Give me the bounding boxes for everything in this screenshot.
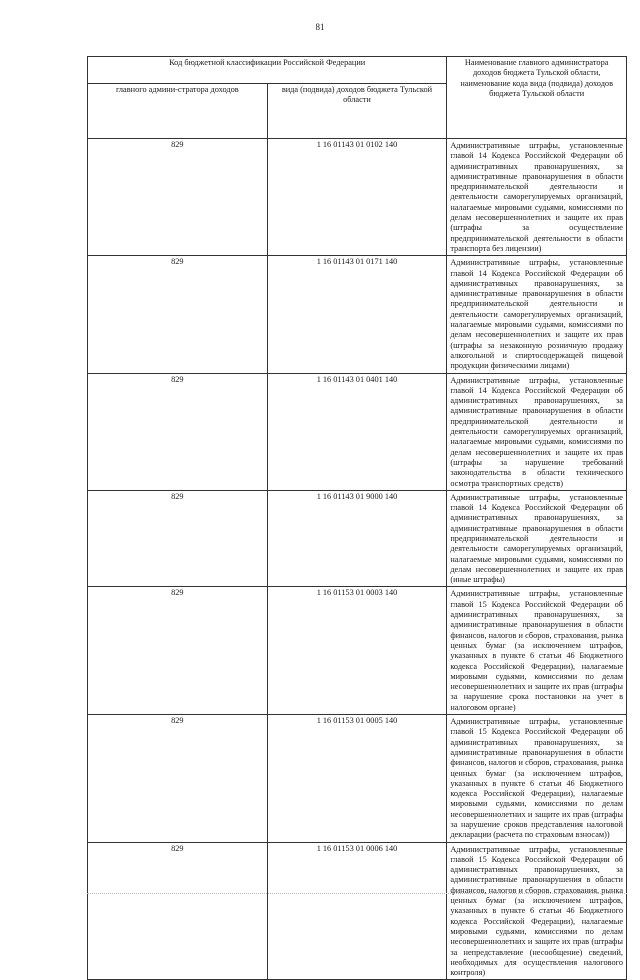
table-row <box>88 587 627 715</box>
scan-edge-marks <box>87 893 627 895</box>
table-row <box>88 256 627 373</box>
header-income-type: вида (подвида) доходов бюджета Тульской области <box>267 84 447 139</box>
table-row <box>88 715 627 843</box>
header-budget-code: Код бюджетной классификации Российской Федерации <box>88 57 447 84</box>
income-description-cell: Административные штрафы, установленные главой 15 Кодекса Российской Федерации об административных правонарушениях, за административные правонарушения в области финансов, налогов и сборов, страхования, рынка ценных бумаг (за исключением штрафов, указанных в пункте 6 статьи 46 Бюджетного кодекса Российской Федерации), налагаемые мировыми судьями, комиссиями по делам несовершеннолетних и защите их прав (штрафы за нарушение сроков представления налоговой декларации (расчета по страховым взносам)) <box>447 715 627 843</box>
admin-code-cell: 829 <box>88 715 268 843</box>
table-row <box>88 139 627 256</box>
income-description-cell: Административные штрафы, установленные главой 14 Кодекса Российской Федерации об административных правонарушениях, за административные правонарушения в области предпринимательской деятельности и деятельности саморегулируемых организаций, налагаемые мировыми судьями, комиссиями по делам несовершеннолетних и защите их прав (штрафы за нарушение требований законодательства в области технического осмотра транспортных средств) <box>447 373 627 490</box>
income-code-cell: 1 16 01153 01 0006 140 <box>267 842 447 980</box>
income-description-cell: Административные штрафы, установленные главой 14 Кодекса Российской Федерации об административных правонарушениях, за административные правонарушения в области предпринимательской деятельности и деятельности саморегулируемых организаций, налагаемые мировыми судьями, комиссиями по делам несовершеннолетних и защите их прав (штрафы за незаконную розничную продажу алкогольной и спиртосодержащей пищевой продукции физическими лицами) <box>447 256 627 373</box>
income-code-cell: 1 16 01143 01 9000 140 <box>267 490 447 587</box>
table-row <box>88 490 627 587</box>
income-description-cell: Административные штрафы, установленные главой 14 Кодекса Российской Федерации об административных правонарушениях, за административные правонарушения в области предпринимательской деятельности и деятельности саморегулируемых организаций, налагаемые мировыми судьями, комиссиями по делам несовершеннолетних и защите их прав (штрафы за осуществление предпринимательской деятельности в области транспорта без лицензии) <box>447 139 627 256</box>
admin-code-cell: 829 <box>88 587 268 715</box>
admin-code-cell: 829 <box>88 842 268 980</box>
income-code-cell: 1 16 01153 01 0003 140 <box>267 587 447 715</box>
table-row <box>88 842 627 980</box>
income-description-cell: Административные штрафы, установленные главой 15 Кодекса Российской Федерации об административных правонарушениях, за административные правонарушения в области финансов, налогов и сборов, страхования, рынка ценных бумаг (за исключением штрафов, указанных в пункте 6 статьи 46 Бюджетного кодекса Российской Федерации), налагаемые мировыми судьями, комиссиями по делам несовершеннолетних и защите их прав (штрафы за нарушение срока постановки на учет в налоговом органе) <box>447 587 627 715</box>
budget-classification-table <box>87 56 627 980</box>
table-header-row <box>88 57 627 84</box>
header-name: Наименование главного администратора доходов бюджета Тульской области, наименование кода вида (подвида) доходов бюджета Тульской области <box>447 57 627 139</box>
income-code-cell: 1 16 01143 01 0102 140 <box>267 139 447 256</box>
admin-code-cell: 829 <box>88 139 268 256</box>
admin-code-cell: 829 <box>88 490 268 587</box>
income-code-cell: 1 16 01153 01 0005 140 <box>267 715 447 843</box>
income-code-cell: 1 16 01143 01 0401 140 <box>267 373 447 490</box>
header-admin-code: главного админи-стратора доходов <box>88 84 268 139</box>
income-description-cell: Административные штрафы, установленные главой 15 Кодекса Российской Федерации об административных правонарушениях, за административные правонарушения в области финансов, налогов и сборов, страхования, рынка ценных бумаг (за исключением штрафов, указанных в пункте 6 статьи 46 Бюджетного кодекса Российской Федерации), налагаемые мировыми судьями, комиссиями по делам несовершеннолетних и защите их прав (штрафы за непредставление (несообщение) сведений, необходимых для осуществления налогового контроля) <box>447 842 627 980</box>
page-number: 81 <box>315 22 325 32</box>
table-row <box>88 373 627 490</box>
income-code-cell: 1 16 01143 01 0171 140 <box>267 256 447 373</box>
income-description-cell: Административные штрафы, установленные главой 14 Кодекса Российской Федерации об административных правонарушениях, за административные правонарушения в области предпринимательской деятельности и деятельности саморегулируемых организаций, налагаемые мировыми судьями, комиссиями по делам несовершеннолетних и защите их прав (иные штрафы) <box>447 490 627 587</box>
admin-code-cell: 829 <box>88 256 268 373</box>
admin-code-cell: 829 <box>88 373 268 490</box>
